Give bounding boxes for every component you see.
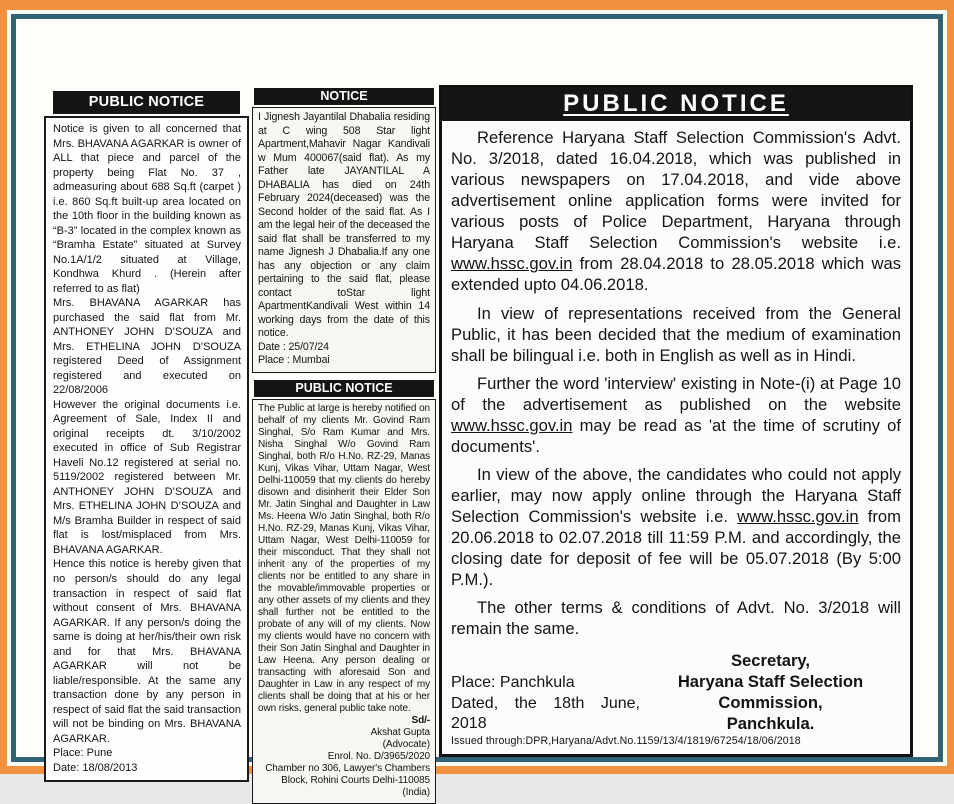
paragraph: However the original documents i.e. Agreement of Sale, Index II and original receipts dt. 3/10/2002 executed in office of Sub Registrar Haveli No.12 registered at serial no. 5119/2002 registered between Mr. ANTHONEY JOHN D’SOUZA and Mrs. ETHELINA JOHN D’SOUZA and M/s Bramha Builder in respect of said flat is lost/misplaced from Mrs. BHAVANA AGARKAR. (53, 398, 241, 556)
middle-column (252, 88, 436, 804)
paragraph-text: from 28.04.2018 to 28.05.2018 which was extended upto 04.06.2018. (451, 254, 901, 295)
notice-middle-bottom-body (252, 399, 436, 804)
website-link: www.hssc.gov.in (737, 507, 859, 527)
notice-left (44, 91, 249, 782)
paragraph: Notice is given to all concerned that Mrs. BHAVANA AGARKAR is owner of ALL that piece and parcel of the property being Flat No. 37 , admeasuring about 688 Sq.ft (carpet ) i.e. 860 Sq.ft built-up area located on the 10th floor in the building known as “B-3” located in the complex known as “Bramha Estate” situated at Survey No.1A/1/2 situated at Village, Kondhwa Khurd . (Herein after referred to as flat) (53, 123, 241, 295)
notice-right-title: PUBLIC NOTICE (563, 90, 789, 117)
address-line-1: Chamber no 306, Lawyer's Chambers (265, 762, 430, 774)
notice-right-body (442, 121, 910, 754)
advocate-name: Akshat Gupta (370, 726, 430, 738)
notice-middle-bottom-title-bar: PUBLIC NOTICE (254, 380, 434, 397)
paragraph: I Jignesh Jayantilal Dhabalia residing at C wing 508 Star light Apartment,Mahavir Nagar Kandivali w Mum 400067(said flat). As my Father late JAYANTILAL A DHABALIA has died on 24th February 2024(deceased) was the Second holder of the said flat. As I am the legal heir of the deceased the said flat shall be transferred to my name Jignesh J Dhabalia.If any one has any objection or any claim pertaining to the said flat, please contact toStar light ApartmentKandivali West within 14 working days from the date of this notice. (258, 111, 430, 339)
paragraph (451, 373, 901, 457)
signature-title: Secretary, (730, 651, 811, 671)
place-date-block (451, 649, 640, 734)
paragraph-text: from 20.06.2018 to 02.07.2018 till 11:59 P.M. and accordingly, the closing date for deposit of fee will be 05.07.2018 (By 5:00 P.M.). (451, 507, 901, 590)
signature-row (451, 649, 901, 734)
place-line: Place: Pune (53, 747, 113, 760)
paragraph: Hence this notice is hereby given that no person/s should do any legal transaction in respect of said flat without consent of Mrs. BHAVANA AGARKAR. If any person/s doing the same is doing at her/his/their own risk and for that Mrs. BHAVANA AGARKAR will not be liable/responsible. At the same any transaction done by any person in respect of said flat the said transaction will not be binding on Mrs. BHAVANA AGARKAR. (53, 558, 241, 745)
paragraph: Mrs. BHAVANA AGARKAR has purchased the said flat from Mr. ANTHONEY JOHN D’SOUZA and Mrs. ETHELINA JOHN D’SOUZA registered Deed of Assignment registered and executed on 22/08/2006 (53, 297, 241, 397)
paragraph (451, 127, 901, 296)
notice-right (439, 85, 913, 757)
place-line: Place : Mumbai (258, 354, 330, 366)
enrolment-number: Enrol. No. D/3965/2020 (327, 750, 430, 762)
advocate-role: (Advocate) (382, 738, 430, 750)
date-line: Date : 25/07/24 (258, 340, 329, 353)
signed-sd: Sd/- (411, 714, 430, 726)
paragraph-text: Reference Haryana Staff Selection Commission's Advt. No. 3/2018, dated 16.04.2018, which was published in various newspapers on 17.04.2018, and vide above advertisement online application forms were invited for various posts of Police Department, Haryana through Haryana Staff Selection Commission's website i.e. (451, 128, 901, 253)
notice-middle-top (252, 88, 436, 373)
notice-left-title-bar: PUBLIC NOTICE (53, 91, 240, 114)
paragraph-text: In view of the above, the candidates who could not apply earlier, may now apply online through the Haryana Staff Selection Commission's website i.e. (451, 464, 901, 527)
paragraph: In view of representations received from the General Public, it has been decided that the medium of examination shall be bilingual i.e. both in English as well as in Hindi. (451, 303, 901, 365)
inner-teal-frame (11, 14, 943, 798)
address-line-2: Block, Rohini Courts Delhi-110085 (India) (281, 774, 430, 798)
notice-left-body (44, 116, 249, 782)
authority-signature-block (640, 649, 901, 734)
dated-line: Dated, the 18th June, 2018 (451, 694, 640, 733)
date-line: Date: 18/08/2013 (53, 761, 138, 774)
outer-orange-frame (7, 10, 947, 798)
notice-middle-bottom (252, 380, 436, 804)
paragraph: The other terms & conditions of Advt. No. 3/2018 will remain the same. (451, 598, 901, 639)
signature-org: Haryana Staff Selection Commission, (677, 672, 864, 712)
notice-right-title-bar (442, 88, 910, 121)
place-line: Place: Panchkula (451, 674, 575, 692)
paragraph: The Public at large is hereby notified on behalf of my clients Mr. Govind Ram Singhal, S/o Ram Kumar and Mrs. Nisha Singhal W/o Govind Ram Singhal, both R/o H.No. RZ-29, Manas Kunj, Vikas Vihar, Uttam Nagar, West Delhi-110059 that my clients do hereby disown and disinherit their Elder Son Mr. Jatin Singhal and Daughter in Law Ms. Heena W/o Jatin Singhal, both R/o H.No. RZ-29, Manas Kunj, Vikas Vihar, Uttam Nagar, West Delhi-110059 for their misconduct. That they shall not inherit any of the properties of my clients nor be entitled to any share in the movable/immovable properties or any other assets of my clients and they shall further not be entitled to the probate of any will of my clients. Now my clients would have no concern with their Son Jatin Singhal and Daughter in Law Heena. Any person dealing or transacting with aforesaid Son and Daughter in Law in any respect of my clients shall be doing that at his or her own risks, general public take note. (258, 402, 430, 714)
issued-through-line: Issued through:DPR,Haryana/Advt.No.1159/13/4/1819/67254/18/06/2018 (451, 735, 801, 748)
notice-middle-top-title-bar: NOTICE (254, 88, 434, 105)
signoff-block (258, 715, 430, 799)
paragraph (451, 464, 901, 590)
paragraph-text: may be read as 'at the time of scrutiny of documents'. (451, 415, 901, 456)
notice-middle-top-body (252, 107, 436, 373)
website-link: www.hssc.gov.in (451, 415, 573, 435)
website-link: www.hssc.gov.in (451, 254, 573, 274)
paragraph-text: Further the word 'interview' existing in Note-(i) at Page 10 of the advertisement as published on the website (451, 373, 901, 414)
signature-place: Panchkula. (726, 713, 815, 733)
